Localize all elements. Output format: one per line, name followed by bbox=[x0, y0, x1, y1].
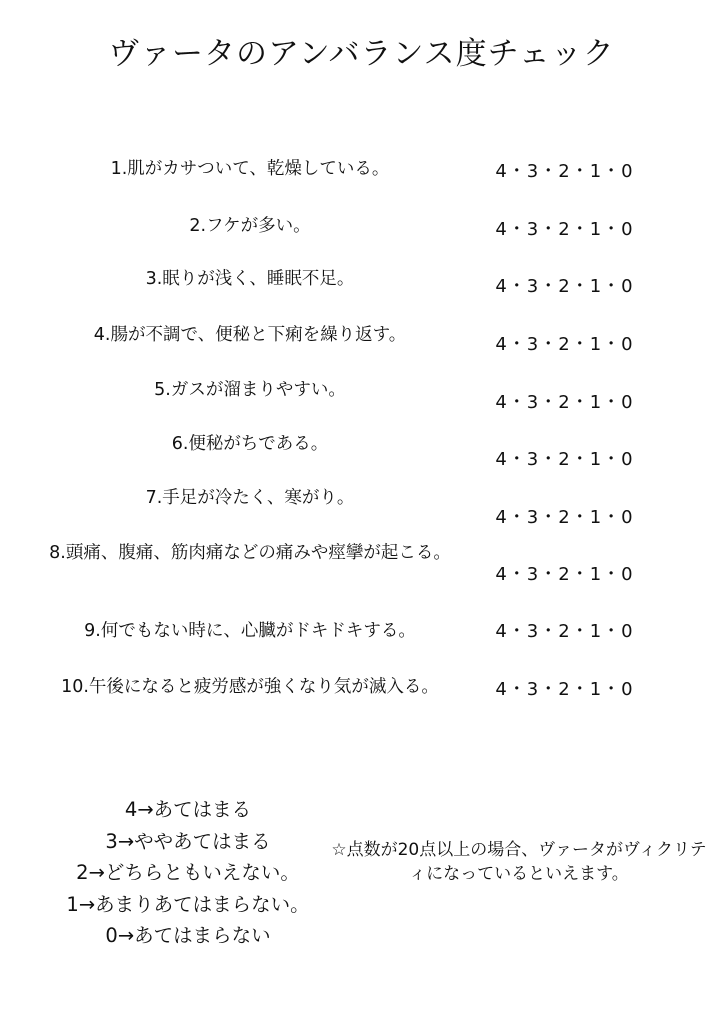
checklist-item-2: 2.フケが多い。 bbox=[189, 216, 311, 236]
checklist-item-5: 5.ガスが溜まりやすい。 bbox=[154, 380, 346, 400]
rating-scale-2: 4・3・2・1・0 bbox=[495, 219, 634, 240]
rating-scale-4: 4・3・2・1・0 bbox=[495, 334, 634, 355]
rating-scale-1: 4・3・2・1・0 bbox=[495, 161, 634, 182]
checklist-item-6: 6.便秘がちである。 bbox=[171, 434, 329, 454]
rating-scale-10: 4・3・2・1・0 bbox=[495, 679, 634, 700]
checklist-item-4: 4.腸が不調で、便秘と下痢を繰り返す。 bbox=[93, 325, 407, 345]
legend-item-2: 2→どちらともいえない。 bbox=[76, 861, 300, 884]
legend-item-4: 4→あてはまる bbox=[124, 798, 252, 821]
checklist-item-10: 10.午後になると疲労感が強くなり気が滅入る。 bbox=[61, 677, 439, 697]
rating-legend bbox=[28, 794, 348, 952]
rating-scale-9: 4・3・2・1・0 bbox=[495, 621, 634, 642]
rating-scale-3: 4・3・2・1・0 bbox=[495, 276, 634, 297]
checklist-item-1: 1.肌がカサついて、乾燥している。 bbox=[110, 159, 390, 179]
checklist-item-7: 7.手足が冷たく、寒がり。 bbox=[145, 488, 355, 508]
scoring-note: ☆点数が20点以上の場合、ヴァータがヴィクリティになっているといえます。 bbox=[331, 840, 707, 884]
checklist-item-9: 9.何でもない時に、心臓がドキドキする。 bbox=[84, 621, 416, 641]
checklist-item-8: 8.頭痛、腹痛、筋肉痛などの痛みや痙攣が起こる。 bbox=[49, 543, 451, 563]
legend-item-0: 0→あてはまらない bbox=[105, 924, 271, 947]
legend-item-3: 3→ややあてはまる bbox=[105, 829, 271, 853]
rating-scale-7: 4・3・2・1・0 bbox=[495, 507, 634, 528]
rating-scale-5: 4・3・2・1・0 bbox=[495, 392, 634, 413]
rating-scale-8: 4・3・2・1・0 bbox=[495, 564, 634, 585]
legend-item-1: 1→あまりあてはまらない。 bbox=[66, 892, 310, 916]
checklist-item-3: 3.眠りが浅く、睡眠不足。 bbox=[145, 269, 355, 289]
page-title: ヴァータのアンバランス度チェック bbox=[108, 36, 615, 72]
rating-scale-6: 4・3・2・1・0 bbox=[495, 449, 634, 470]
